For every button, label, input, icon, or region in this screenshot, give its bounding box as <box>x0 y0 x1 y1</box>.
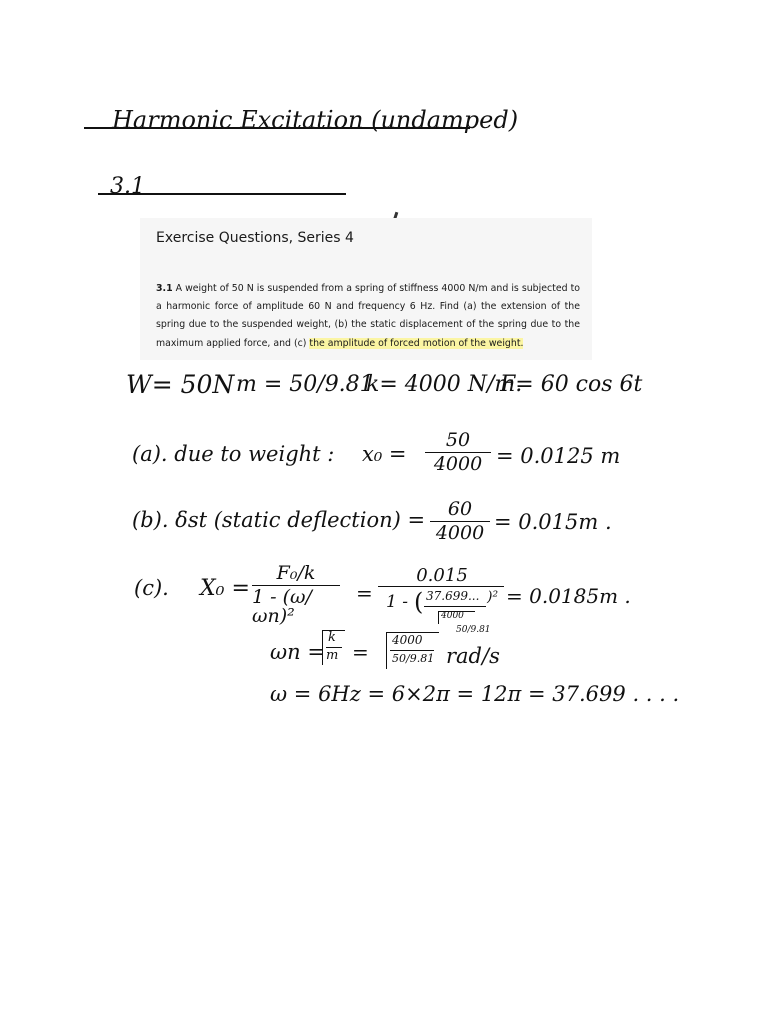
part-c-result: = 0.0185m . <box>506 584 631 608</box>
given-force: F= 60 cos 6t <box>500 372 643 397</box>
section-number: 3.1 <box>110 174 145 199</box>
part-c-lhs: X₀ = <box>200 576 250 601</box>
part-b-result: = 0.015m . <box>494 510 612 534</box>
part-c-fraction-1 <box>252 564 340 626</box>
part-c-inner-den-bot: 50/9.81 <box>456 625 491 635</box>
part-c-power: )² <box>487 589 499 605</box>
exercise-heading: Exercise Questions, Series 4 <box>156 230 354 246</box>
part-c-inner-bar <box>424 606 486 607</box>
part-b-denominator: 4000 <box>435 522 485 544</box>
wn-frac-bar-2 <box>390 650 434 651</box>
part-c-frac2-numerator-wrap <box>382 566 502 585</box>
given-stiffness: k= 4000 N/m. <box>366 372 523 397</box>
wn-unit: rad/s <box>446 644 500 668</box>
question-text: A weight of 50 N is suspended from a spring of stiffness 4000 N/m and is subjected to a harmonic force of amplitude 60 N and frequency 6 Hz. Find (a) the extension of the spring due to the suspended weight, (b) the static displacement of the spring due to the maximum applied force, and (c) <box>156 283 580 349</box>
part-a-fraction <box>425 431 491 474</box>
given-mass: m = 50/9.81 <box>236 372 374 397</box>
page-title: Harmonic Excitation (undamped) <box>112 106 519 134</box>
part-c-frac2-numerator: 0.015 <box>416 565 468 586</box>
part-c-inner-den-top: 4000 <box>441 611 464 621</box>
wn-bot: 50/9.81 <box>392 652 435 665</box>
part-b-fraction <box>430 500 490 543</box>
highlighted-text: the amplitude of forced motion of the weight. <box>309 337 524 349</box>
wn-equals: = <box>352 640 369 664</box>
part-c-frac1-numerator: F₀/k <box>276 562 316 584</box>
wn-lhs: ωn = <box>270 640 325 664</box>
section-underline <box>98 193 346 195</box>
part-c-label: (c). <box>134 576 169 600</box>
part-c-frac1-denominator: 1 - (ω/ωn)² <box>252 586 312 627</box>
given-weight: W= 50N <box>126 370 235 399</box>
omega-line: ω = 6Hz = 6×2π = 12π = 37.699 . . . . <box>270 682 680 706</box>
part-a-denominator: 4000 <box>433 453 483 475</box>
part-c-equals: = <box>356 581 373 605</box>
part-a-numerator: 50 <box>445 429 471 451</box>
question-number: 3.1 <box>156 283 173 294</box>
part-b-numerator: 60 <box>447 498 473 520</box>
wn-m: m <box>326 648 339 663</box>
wn-top: 4000 <box>392 633 423 647</box>
exercise-question <box>156 280 580 353</box>
title-underline <box>84 127 470 129</box>
part-b-label: (b). δst (static deflection) = <box>132 508 426 532</box>
part-a-lhs: x₀ = <box>362 442 407 466</box>
exercise-excerpt <box>140 218 592 360</box>
part-a-result: = 0.0125 m <box>496 444 621 468</box>
part-c-frac2-one-minus: 1 - <box>386 592 408 612</box>
wn-k: k <box>328 630 336 645</box>
part-c-frac2-bar <box>378 586 504 587</box>
part-c-open-paren: ( <box>414 588 424 616</box>
part-c-inner-numerator: 37.699... <box>426 589 480 603</box>
part-a-label: (a). due to weight : <box>132 442 335 466</box>
